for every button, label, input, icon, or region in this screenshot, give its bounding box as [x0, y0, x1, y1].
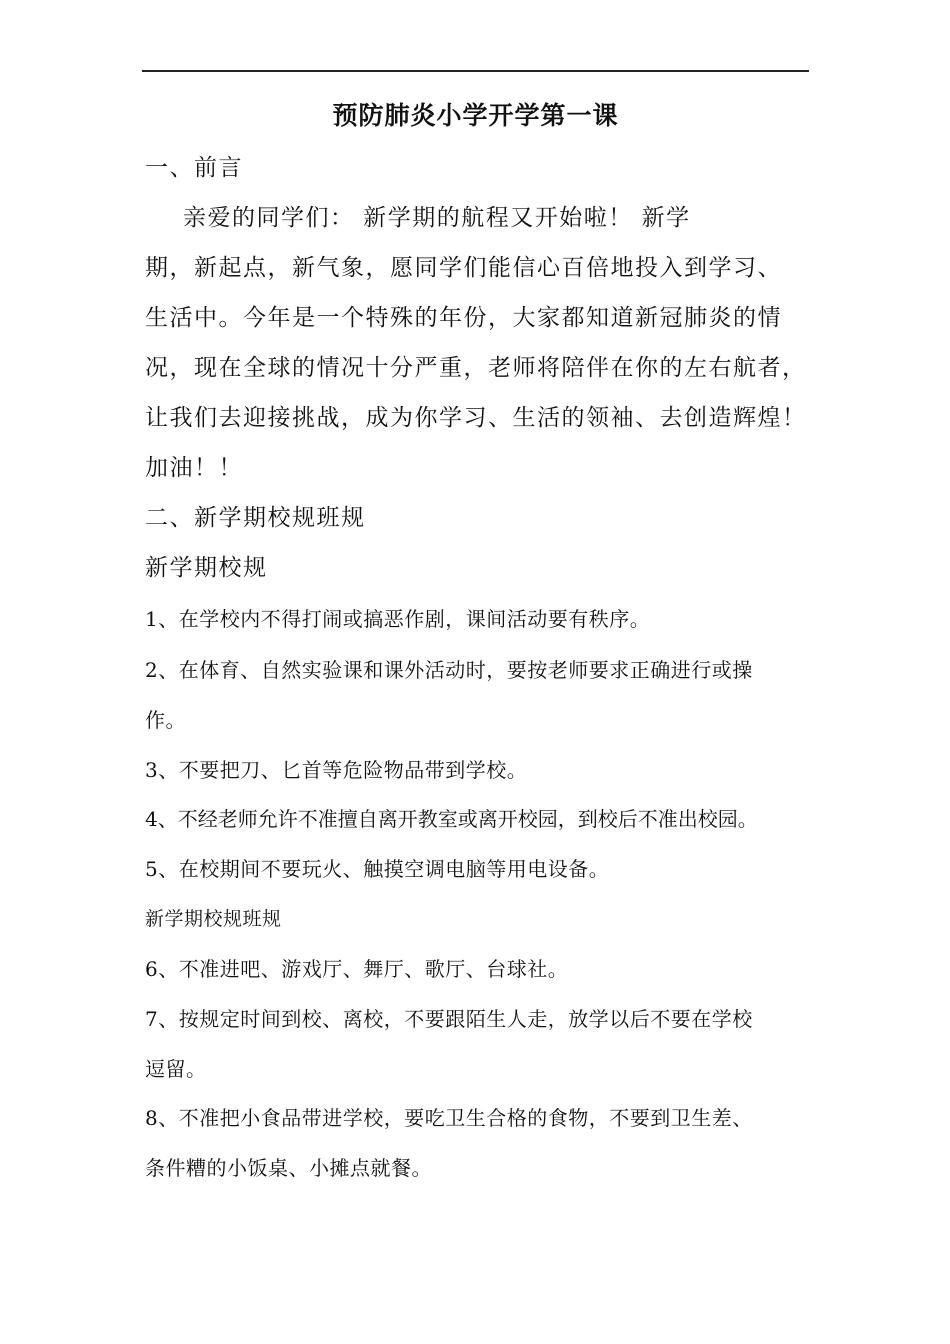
class-rule-item: 8、不准把小食品带进学校，要吃卫生合格的食物，不要到卫生差、 [145, 1106, 753, 1130]
preface-heading: 一、前言 [145, 155, 243, 181]
preface-line: 亲爱的同学们： 新学期的航程又开始啦！ 新学 [183, 205, 691, 231]
preface-line: 期，新起点，新气象，愿同学们能信心百倍地投入到学习、 [145, 255, 782, 281]
header-rule [142, 70, 809, 72]
school-rule-item: 2、在体育、自然实验课和课外活动时，要按老师要求正确进行或操 [145, 658, 753, 682]
preface-line: 让我们去迎接挑战，成为你学习、生活的领袖、去创造辉煌！ [145, 405, 807, 431]
preface-line: 况，现在全球的情况十分严重，老师将陪伴在你的左右航者， [145, 355, 807, 381]
preface-line: 加油！！ [145, 455, 243, 481]
page-title: 预防肺炎小学开学第一课 [332, 101, 619, 130]
class-rule-item: 7、按规定时间到校、离校，不要跟陌生人走，放学以后不要在学校 [145, 1007, 753, 1031]
school-rule-item: 作。 [145, 708, 186, 732]
school-rule-item: 3、不要把刀、匕首等危险物品带到学校。 [145, 758, 528, 782]
class-rules-heading: 新学期校规班规 [145, 908, 282, 930]
school-rule-item: 5、在校期间不要玩火、触摸空调电脑等用电设备。 [145, 857, 610, 881]
preface-line: 生活中。今年是一个特殊的年份，大家都知道新冠肺炎的情 [145, 305, 782, 331]
rules-heading: 二、新学期校规班规 [145, 505, 366, 531]
class-rule-item: 逗留。 [145, 1057, 207, 1081]
class-rule-item: 6、不准进吧、游戏厅、舞厅、歌厅、台球社。 [145, 957, 569, 981]
school-rule-item: 1、在学校内不得打闹或搞恶作剧，课间活动要有秩序。 [145, 607, 651, 631]
school-rules-heading: 新学期校规 [145, 555, 268, 581]
school-rule-item: 4、不经老师允许不准擅自离开教室或离开校园，到校后不准出校园。 [145, 807, 758, 831]
class-rule-item: 条件糟的小饭桌、小摊点就餐。 [145, 1156, 432, 1180]
